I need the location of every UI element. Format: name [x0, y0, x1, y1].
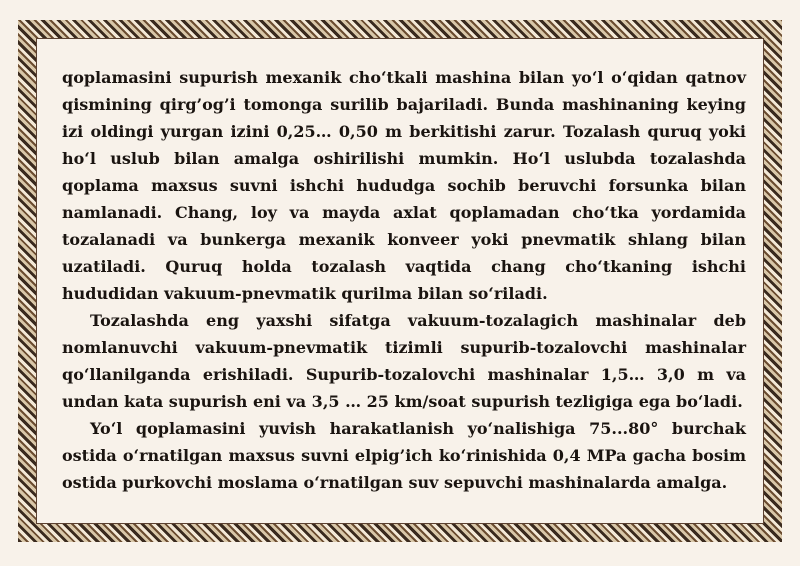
body-text	[62, 64, 746, 496]
paragraph-2: Tozalashda eng yaxshi sifatga vakuum-tozalagich mashinalar deb nomlanuvchi vakuum-pnevmatik tizimli supurib-tozalovchi mashinalar qo‘llanilganda erishiladi. Supurib-tozalovchi mashinalar 1,5… 3,0 m va undan kata supurish eni va 3,5 … 25 km/soat supurish tezligiga ega bo‘ladi.	[62, 311, 746, 411]
paragraph-1: qoplamasini supurish mexanik cho‘tkali mashina bilan yo‘l o‘qidan qatnov qismining qirg’og’i tomonga surilib bajariladi. Bunda mashinaning keying izi oldingi yurgan izini 0,25… 0,50 m berkitishi zarur. Tozalash quruq yoki ho‘l uslub bilan amalga oshirilishi mumkin. Ho‘l uslubda tozalashda qoplama maxsus suvni ishchi hududga sochib beruvchi forsunka bilan namlanadi. Chang, loy va mayda axlat qoplamadan cho‘tka yordamida tozalanadi va bunkerga mexanik konveer yoki pnevmatik shlang bilan uzatiladi. Quruq holda tozalash vaqtida chang cho‘tkaning ishchi hududidan vakuum-pnevmatik qurilma bilan so‘riladi.	[62, 68, 746, 303]
paragraph-3: Yo‘l qoplamasini yuvish harakatlanish yo‘nalishiga 75...80° burchak ostida o‘rnatilgan maxsus suvni elpig’ich ko‘rinishida 0,4 MPa gacha bosim ostida purkovchi moslama o‘rnatilgan suv sepuvchi mashinalarda amalga.	[62, 419, 746, 492]
